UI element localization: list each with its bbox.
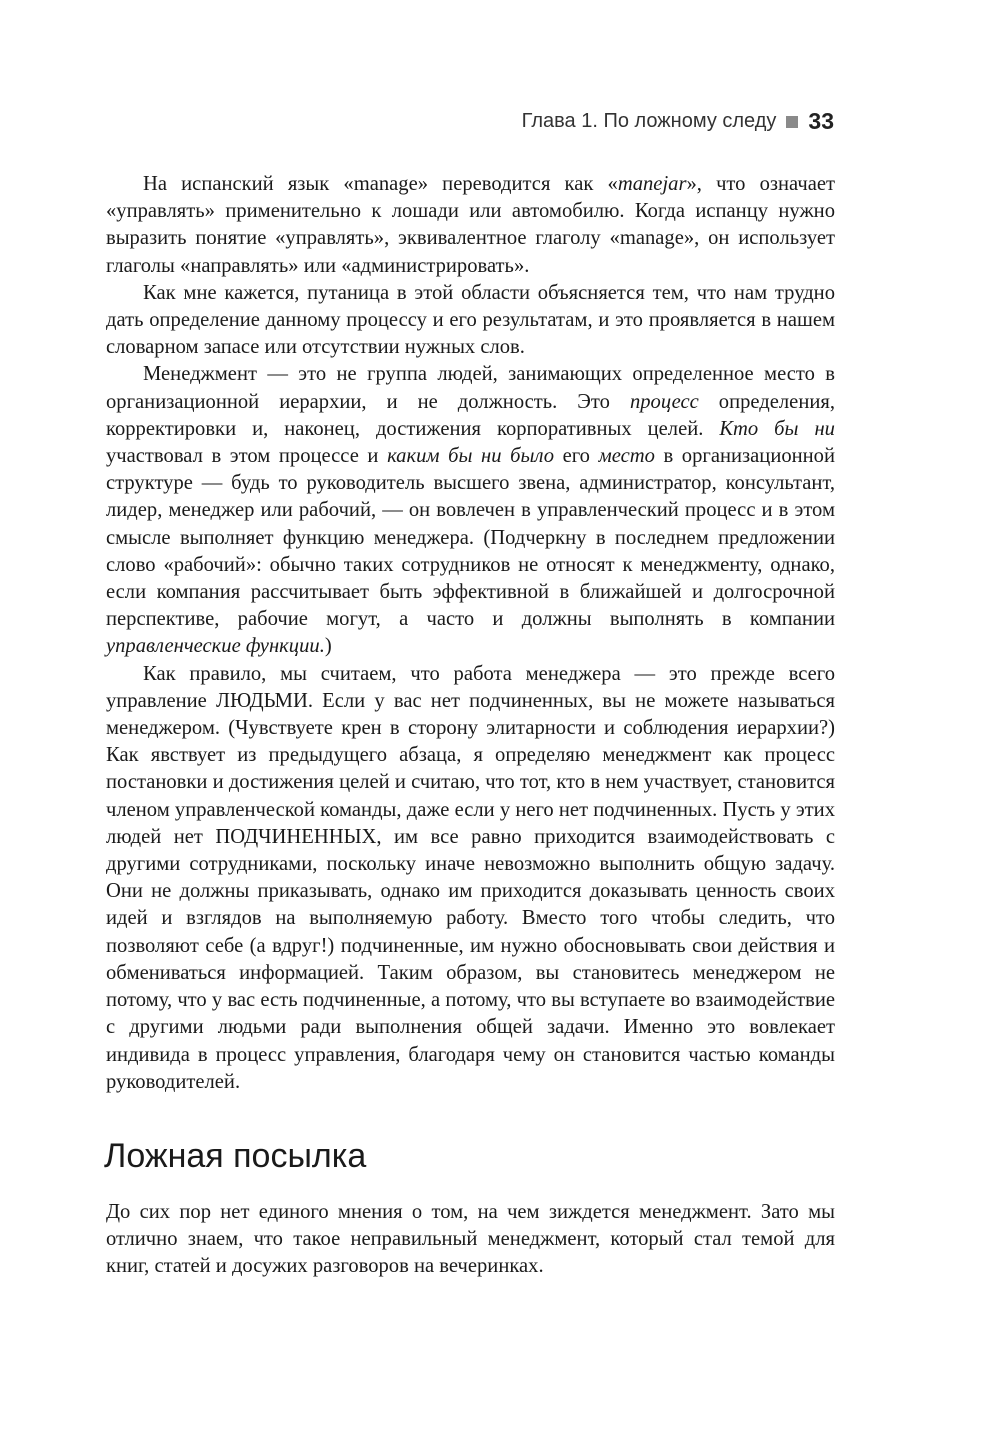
chapter-title: Глава 1. По ложному следу — [521, 110, 777, 132]
emphasis: каким бы ни было — [387, 445, 554, 468]
emphasis: Кто бы ни — [719, 417, 835, 440]
paragraph-3: Менеджмент — это не группа людей, занимающих определенное место в организационной иерархии, и не должность. Это процесс определения, корректировки и, наконец, достижения корпоративных целей. Кто бы ни участвовал в этом процессе и каким бы ни было его место в организационной структуре — будь то руководитель высшего звена, администратор, консультант, лидер, менеджер или рабочий, — он вовлечен в управленческий процесс и в этом смысле выполняет функцию менеджера. (Подчеркну в последнем предложении слово «рабочий»: обычно таких сотрудников не относят к менеджменту, однако, если компания рассчитывает быть эффективной в ближайшей и долгосрочной перспективе, рабочие могут, а часто и должны выполнять в компании управленческие функции.) — [106, 363, 836, 658]
page-number: 33 — [808, 108, 834, 134]
emphasis: место — [598, 445, 655, 468]
paragraph-1: На испанский язык «manage» переводится как «manejar», что означает «управлять» применительно к лошади или автомобилю. Когда испанцу нужно выразить понятие «управлять», эквивалентное глаголу «manage», он использует глаголы «направлять» или «администрировать». — [106, 173, 835, 277]
emphasis: управленческие функции. — [106, 635, 325, 658]
running-header — [522, 108, 834, 135]
section-body — [106, 1199, 835, 1281]
paragraph-4: Как правило, мы считаем, что работа менеджера — это прежде всего управление ЛЮДЬМИ. Если у вас нет подчиненных, вы не можете называться менеджером. (Чувствуете крен в сторону элитарности и соблюдения иерархии?) Как явствует из предыдущего абзаца, я определяю менеджмент как процесс постановки и достижения целей и считаю, что тот, кто в нем участвует, становится членом управленческой команды, даже если у него нет подчиненных. Пусть у этих людей нет ПОДЧИНЕННЫХ, им все равно приходится взаимодействовать с другими сотрудниками, поскольку иначе невозможно выполнить общую задачу. Они не должны приказывать, однако им приходится доказывать ценность своих идей и взглядов на выполняемую работу. Вместо того чтобы следить, что позволяют себе (а вдруг!) подчиненные, им нужно обосновывать свои действия и обмениваться информацией. Таким образом, вы становитесь менеджером не потому, что у вас есть подчиненные, а потому, что вы вступаете во взаимодействие с другими людьми ради выполнения общей задачи. Именно это вовлекает индивида в процесс управления, благодаря чему он становится частью команды руководителей. — [106, 662, 835, 1093]
emphasis: manejar — [617, 173, 687, 195]
section-paragraph-1: До сих пор нет единого мнения о том, на чем зиждется менеджмент. Зато мы отлично знаем, что такое неправильный менеджмент, который стал темой для книг, статей и досужих разговоров на вечеринках. — [106, 1201, 835, 1278]
section-heading: Ложная посылка — [104, 1137, 367, 1175]
separator-square-icon — [786, 116, 798, 128]
emphasis: процесс — [629, 390, 699, 413]
body-text — [106, 171, 835, 1096]
paragraph-2: Как мне кажется, путаница в этой области объясняется тем, что нам трудно дать определение данному процессу и его результатам, и это проявляется в нашем словарном запасе или отсутствии нужных слов. — [106, 281, 835, 359]
